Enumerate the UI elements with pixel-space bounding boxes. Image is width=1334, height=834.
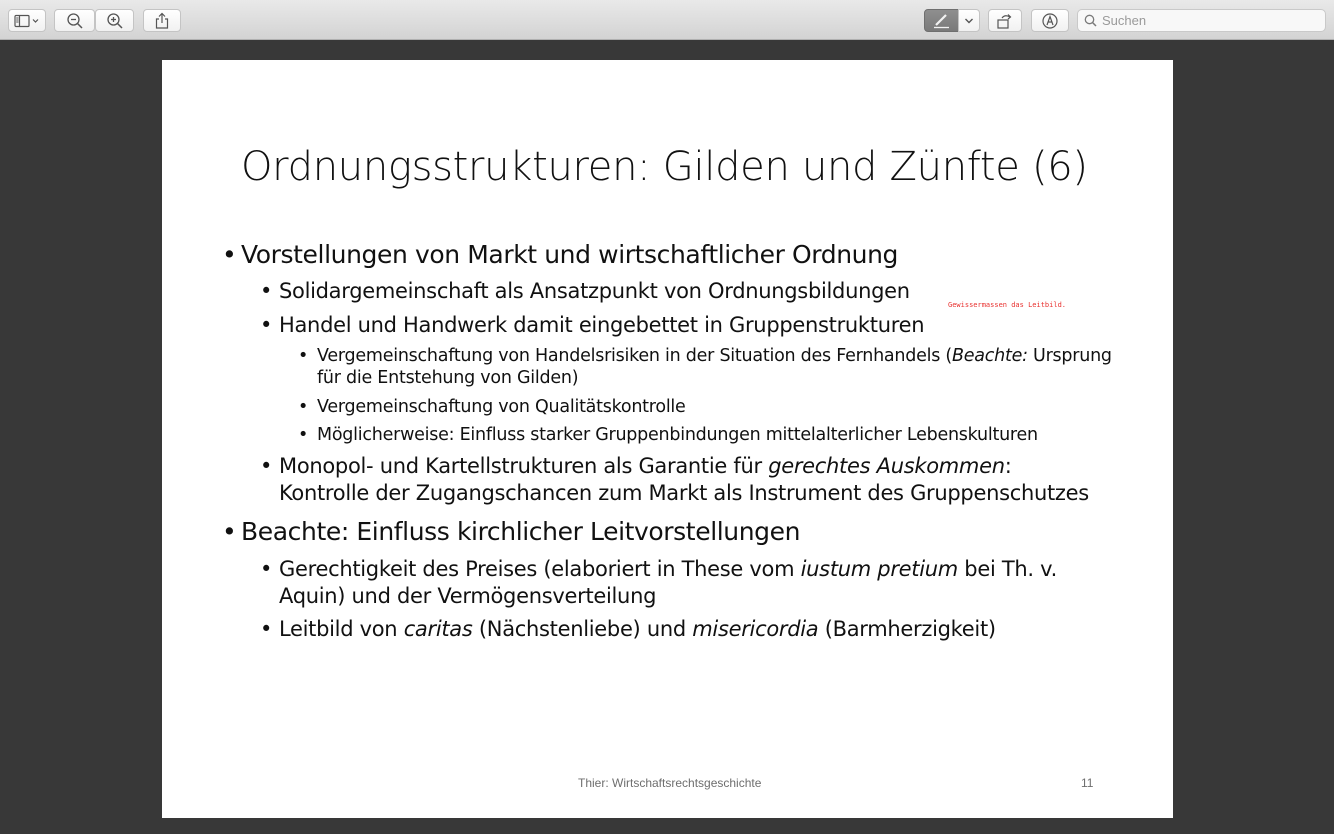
bullet-level3: • Möglicherweise: Einfluss starker Gruppenbindungen mittelalterlicher Lebenskulturen — [298, 425, 1038, 445]
bullet-level2: • Solidargemeinschaft als Ansatzpunkt von Ordnungsbildungen — [260, 279, 910, 303]
markup-pen-button[interactable] — [924, 9, 959, 32]
slide-title: Ordnungsstrukturen: Gilden und Zünfte (6) — [241, 144, 1088, 190]
search-input[interactable] — [1102, 13, 1325, 28]
share-icon — [154, 12, 170, 30]
rotate-button[interactable] — [988, 9, 1022, 32]
search-field[interactable] — [1077, 9, 1326, 32]
rotate-icon — [996, 12, 1014, 30]
bullet-level2: • Leitbild von caritas (Nächstenliebe) und misericordia (Barmherzigkeit) — [260, 617, 996, 641]
zoom-in-button[interactable] — [95, 9, 134, 32]
document-page — [162, 60, 1173, 818]
bullet-level1: • Beachte: Einfluss kirchlicher Leitvorstellungen — [222, 517, 801, 546]
annotate-button[interactable] — [1031, 9, 1069, 32]
chevron-down-icon — [964, 17, 974, 25]
bullet-level2: • Monopol- und Kartellstrukturen als Garantie für gerechtes Auskommen: Kontrolle der Zugangschancen zum Markt als Instrument des Gruppenschutzes — [260, 454, 1089, 505]
bullet-level3: • Vergemeinschaftung von Handelsrisiken in der Situation des Fernhandels (Beachte: Ursprung für die Entstehung von Gilden) — [298, 346, 1112, 388]
zoom-out-icon — [66, 12, 84, 30]
markup-dropdown-button[interactable] — [958, 9, 980, 32]
annotation-note[interactable]: Gewissermassen das Leitbild. — [948, 301, 1067, 309]
slide-footer: Thier: Wirtschaftsrechtsgeschichte — [578, 776, 762, 790]
bullet-level3: • Vergemeinschaftung von Qualitätskontrolle — [298, 397, 686, 417]
sidebar-toggle-button[interactable] — [8, 9, 46, 32]
page-number: 11 — [1081, 776, 1094, 790]
toolbar — [0, 0, 1334, 40]
zoom-in-icon — [106, 12, 124, 30]
bullet-level2: • Handel und Handwerk damit eingebettet in Gruppenstrukturen — [260, 313, 925, 337]
share-button[interactable] — [143, 9, 181, 32]
markup-circle-icon — [1041, 12, 1059, 30]
pen-icon — [932, 13, 952, 29]
bullet-level1: • Vorstellungen von Markt und wirtschaftlicher Ordnung — [222, 240, 898, 269]
bullet-level2: • Gerechtigkeit des Preises (elaboriert in These vom iustum pretium bei Th. v. Aquin) und der Vermögensverteilung — [260, 557, 1058, 608]
search-icon — [1084, 14, 1097, 27]
zoom-out-button[interactable] — [54, 9, 95, 32]
sidebar-icon — [14, 14, 40, 28]
bullet-list — [162, 60, 1173, 818]
